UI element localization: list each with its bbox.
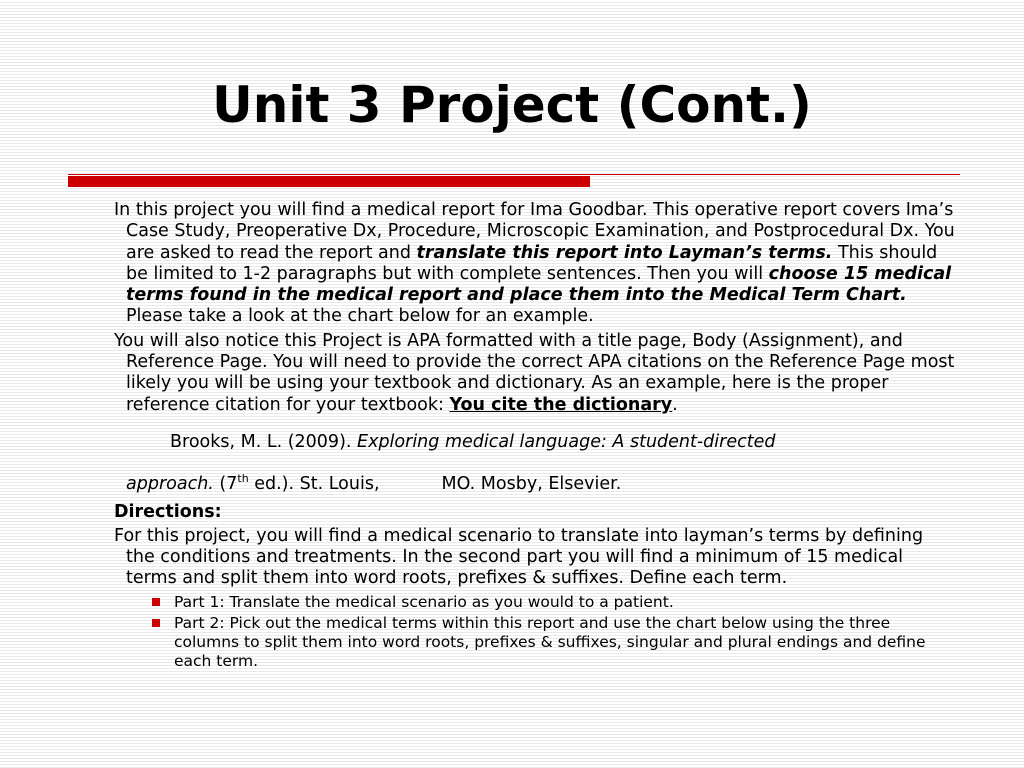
intro-text-3: Please take a look at the chart below for an example. (126, 306, 594, 327)
intro-emphasis-translate: translate this report into Layman’s terms. (416, 242, 833, 263)
citation-edition-sup: th (237, 472, 249, 486)
apa-paragraph (114, 331, 956, 416)
apa-text-2: . (672, 394, 678, 415)
intro-text-1: In this project you will find a medical report for Ima Goodbar. This operative report covers Ima’s Case Study, Preoperative Dx, Procedure, Microscopic Examination, and Postprocedural Dx. You are asked to read the report and (114, 200, 955, 263)
slide-body (114, 200, 956, 673)
dictionary-link[interactable]: You cite the dictionary (449, 394, 673, 415)
list-item-part2 (174, 614, 956, 671)
intro-paragraph (114, 200, 956, 328)
citation-line-2 (126, 474, 956, 495)
directions-heading: Directions: (114, 501, 222, 522)
directions-list (114, 593, 956, 671)
citation-edition-post: ed.). St. Louis, (248, 474, 380, 495)
title-divider-line (68, 174, 960, 175)
square-bullet-icon (152, 598, 160, 606)
apa-text-1: You will also notice this Project is APA formatted with a title page, Body (Assignment), and Reference Page. You will need to provide the correct APA citations on the Reference Page most likely you will be using your textbook and dictionary. As an example, here is the proper reference citation for your textbook: (114, 330, 955, 415)
list-item-part1 (174, 593, 956, 612)
square-bullet-icon (152, 619, 160, 627)
citation-title-part1: Exploring medical language: A student-directed (357, 431, 776, 452)
citation-author: Brooks, M. L. (2009). (170, 431, 358, 452)
title-accent-bar (68, 176, 590, 187)
citation-title-part2: approach. (126, 474, 214, 495)
slide-title: Unit 3 Project (Cont.) (212, 76, 812, 134)
citation-edition-pre: (7 (213, 474, 238, 495)
directions-paragraph: For this project, you will find a medical scenario to translate into layman’s terms by defining the conditions and treatments. In the second part you will find a minimum of 15 medical terms and split them into word roots, prefixes & suffixes. Define each term. (114, 525, 924, 589)
citation-publisher: MO. Mosby, Elsevier. (441, 474, 622, 495)
intro-text-2: This should be limited to 1-2 paragraphs but with complete sentences. Then you will (126, 242, 938, 284)
list-item-text: Part 1: Translate the medical scenario as you would to a patient. (174, 592, 674, 611)
citation-line-1 (170, 432, 956, 453)
list-item-text: Part 2: Pick out the medical terms within this report and use the chart below using the three columns to split them into word roots, prefixes & suffixes, singular and plural endings and define each term. (174, 613, 926, 670)
intro-emphasis-terms: choose 15 medical terms found in the medical report and place them into the Medical Term Chart. (126, 263, 952, 306)
